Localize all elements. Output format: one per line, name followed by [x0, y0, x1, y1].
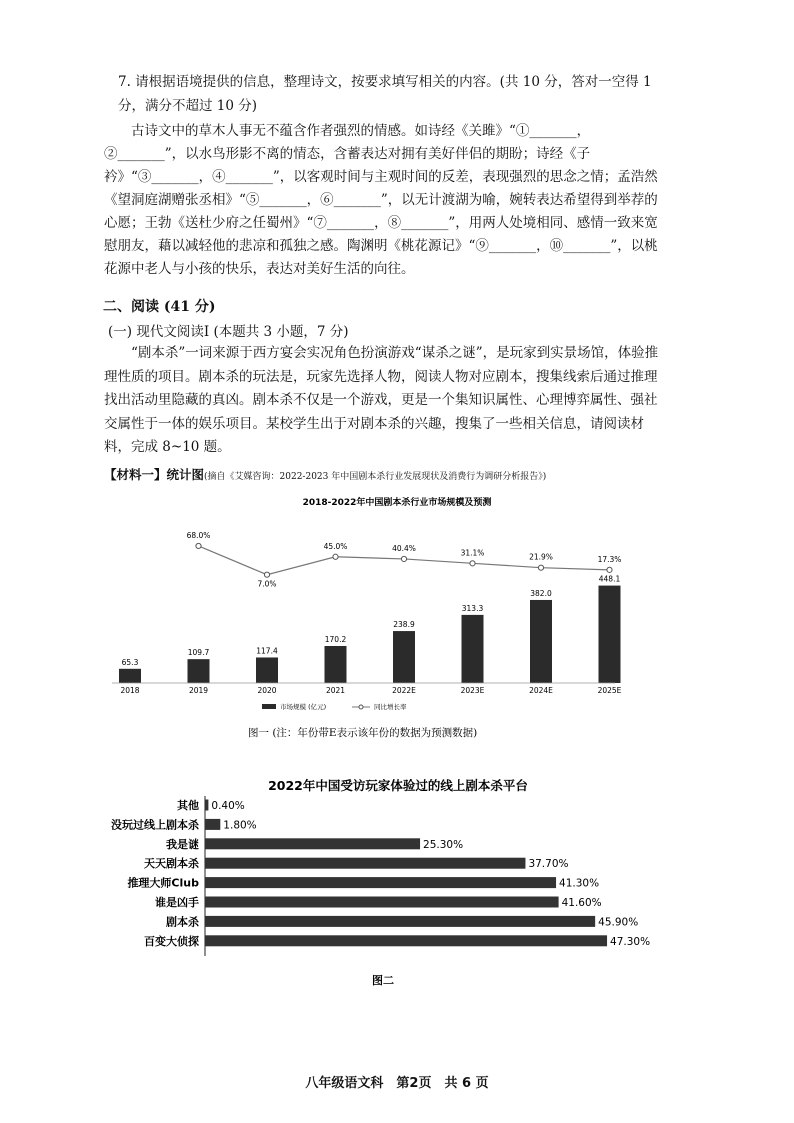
chart-2-value-label: 41.30% [559, 877, 600, 890]
chart-1-bar [530, 600, 552, 683]
chart-2-value-label: 47.30% [610, 935, 651, 948]
chart-1-growth-label: 31.1% [460, 548, 485, 558]
chart-1-bar [188, 659, 210, 683]
chart-2-value-label: 45.90% [598, 916, 639, 929]
chart-2-bar [205, 916, 595, 927]
chart-1-growth-label: 21.9% [529, 552, 553, 562]
chart-1-legend-label: 市场规模 (亿元) [280, 703, 327, 711]
chart-2-bar [205, 877, 556, 888]
chart-1-legend-marker [359, 705, 363, 709]
chart-1-bar [462, 615, 484, 683]
chart-1-bar [325, 646, 347, 683]
chart-1-growth-point [264, 572, 269, 577]
chart-1-tick-label: 2019 [188, 686, 209, 695]
material-label: 【材料一】统计图 [104, 467, 205, 482]
chart-2-category-label: 百变大侦探 [144, 934, 199, 948]
chart-2-value-label: 1.80% [223, 819, 257, 832]
chart-1-legend-swatch-bar [262, 704, 276, 709]
chart-1-growth-point [538, 565, 543, 570]
chart-1-tick-label: 2025E [597, 686, 622, 695]
chart-1-tick-label: 2020 [257, 686, 277, 695]
chart-1-value-label: 117.4 [256, 646, 278, 656]
chart-2-bar [205, 897, 559, 908]
chart-1-tick-label: 2018 [120, 686, 140, 695]
chart-1-bar [599, 586, 621, 683]
chart-1-growth-point [196, 543, 201, 548]
chart-1-growth-label: 45.0% [323, 541, 348, 551]
chart-1-title: 2018-2022年中国剧本杀行业市场规模及预测 [302, 498, 492, 508]
section-subtitle: (一) 现代文阅读Ⅰ (本题共 3 小题，7 分) [108, 324, 349, 340]
reading-intro: “剧本杀”一词来源于西方宴会实况角色扮演游戏“谋杀之谜”，是玩家到实景场馆，体验推理性质的项目。剧本杀的玩法是，玩家先选择人物，阅读人物对应剧本，搜集线索后通过推理找出活动里隐藏的真凶。剧本杀不仅是一个游戏，更是一个集知识属性、心理博弈属性、强社交属性于一体的娱乐项目。某校学生出于对剧本杀的兴趣，搜集了一些相关信息，请阅读材料，完成 8~10 题。 [104, 345, 659, 455]
chart-1-value-label: 109.7 [187, 648, 210, 658]
chart-1-caption: 图一 (注：年份带E表示该年份的数据为预测数据) [248, 727, 478, 739]
chart-1-bar [119, 669, 141, 683]
page-footer: 八年级语文科 第2页 共 6 页 [305, 1076, 489, 1091]
chart-2-value-label: 41.60% [561, 897, 602, 909]
chart-2-value-label: 0.40% [211, 800, 245, 812]
chart-2-title: 2022年中国受访玩家体验过的线上剧本杀平台 [268, 778, 528, 793]
material-source: (摘自《艾媒咨询：2022-2023 年中国剧本杀行业发展现状及消费行为调研分析报告》) [204, 472, 547, 482]
chart-1-tick-label: 2024E [529, 686, 553, 695]
chart-2-value-label: 25.30% [423, 838, 464, 851]
chart-1-growth-point [607, 567, 612, 572]
chart-1-value-label: 238.9 [393, 620, 415, 630]
chart-1-bar [256, 657, 278, 683]
chart-2-category-label: 天天剧本杀 [144, 857, 199, 871]
chart-1-value-label: 170.2 [324, 635, 347, 644]
chart-1-value-label: 382.0 [530, 588, 552, 598]
chart-2-category-label: 其他 [177, 799, 199, 812]
chart-1-growth-label: 17.3% [597, 554, 622, 564]
chart-1-growth-label: 40.4% [392, 543, 416, 553]
chart-2-category-label: 推理大师Club [127, 876, 199, 890]
chart-1-growth-point [333, 554, 338, 559]
chart-1-value-label: 313.3 [461, 603, 484, 613]
question-7-body: 古诗文中的草木人事无不蕴含作者强烈的情感。如诗经《关雎》“①_______，②_______”，以水鸟形影不离的情态，含蓄表达对拥有美好伴侣的期盼；诗经《子衿》“③_______，④_______”，以客观时间与主观时间的反差，表现强烈的思念之情；孟浩然《望洞庭湖赠张丞相》“⑤_______，⑥_______”，以无计渡湖为喻，婉转表达希望得到举荐的心愿；王勃《送杜少府之任蜀州》“⑦_______，⑧_______”，用两人处境相同、感情一致来宽慰朋友，藉以减轻他的悲凉和孤独之感。陶渊明《桃花源记》“⑨_______，⑩_______”，以桃花源中老人与小孩的快乐，表达对美好生活的向往。 [104, 123, 658, 277]
chart-2-category-label: 没玩过线上剧本杀 [111, 818, 199, 832]
section-title: 二、阅读 (41 分) [103, 299, 216, 315]
chart-1-bar [393, 631, 415, 683]
chart-1-value-label: 448.1 [598, 574, 621, 584]
chart-1-tick-label: 2021 [325, 686, 346, 695]
chart-2-category-label: 谁是凶手 [155, 896, 199, 909]
chart-2-bar [205, 838, 420, 849]
chart-1-legend-label: 同比增长率 [374, 703, 407, 711]
chart-2-value-label: 37.70% [528, 858, 569, 871]
question-7-heading: 7. 请根据语境提供的信息，整理诗文，按要求填写相关的内容。(共 10 分，答对一空得 1 分，满分不超过 10 分) [118, 74, 652, 114]
chart-1-growth-label: 68.0% [186, 530, 211, 540]
chart-2-category-label: 我是谜 [166, 837, 199, 851]
chart-2-bar [205, 800, 208, 811]
chart-1-growth-point [401, 556, 406, 561]
chart-1-growth-point [470, 561, 475, 566]
chart-2-category-label: 剧本杀 [166, 915, 199, 929]
chart-1-tick-label: 2023E [460, 686, 485, 695]
chart-1-growth-label: 7.0% [257, 579, 277, 589]
chart-2-bar [205, 819, 220, 830]
chart-2-bar [205, 858, 525, 869]
chart-2-bar [205, 935, 607, 946]
chart-2-caption: 图二 [372, 974, 394, 987]
chart-1-value-label: 65.3 [121, 657, 139, 667]
chart-1-tick-label: 2022E [392, 686, 416, 695]
